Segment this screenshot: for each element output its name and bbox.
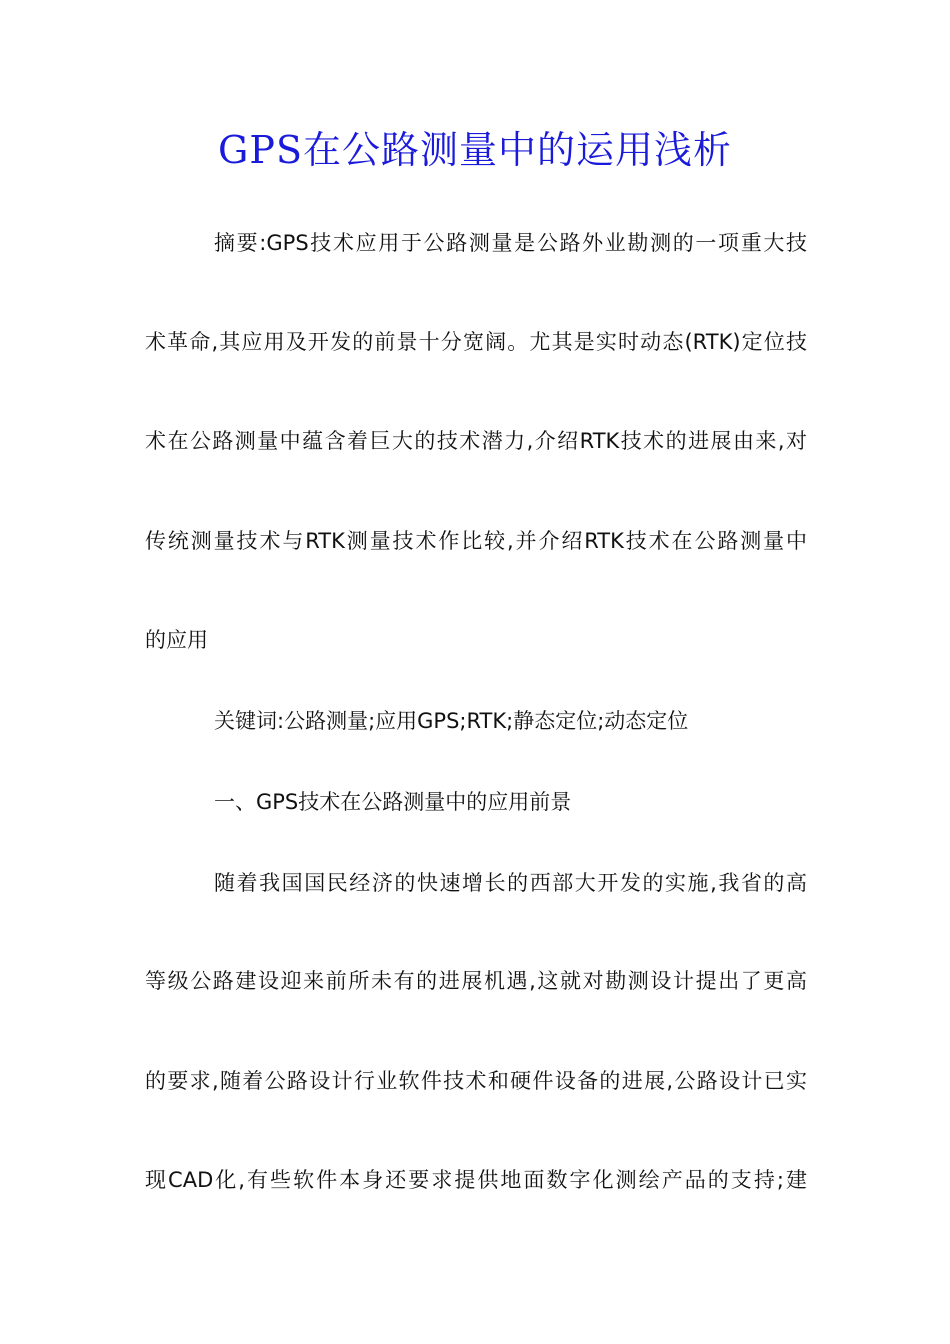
abstract-line-4: 传统测量技术与RTK测量技术作比较,并介绍RTK技术在公路测量中 — [145, 529, 807, 553]
keywords-line: 关键词:公路测量;应用GPS;RTK;静态定位;动态定位 — [214, 709, 689, 733]
document-title: GPS在公路测量中的运用浅析 — [218, 128, 732, 172]
abstract-line-1: 摘要:GPS技术应用于公路测量是公路外业勘测的一项重大技 — [214, 231, 807, 255]
abstract-line-5: 的应用 — [145, 628, 208, 652]
body-line-4: 现CAD化,有些软件本身还要求提供地面数字化测绘产品的支持;建 — [145, 1168, 807, 1192]
body-line-1: 随着我国国民经济的快速增长的西部大开发的实施,我省的高 — [214, 871, 807, 895]
body-line-2: 等级公路建设迎来前所未有的进展机遇,这就对勘测设计提出了更高 — [145, 969, 807, 993]
abstract-line-2: 术革命,其应用及开发的前景十分宽阔。尤其是实时动态(RTK)定位技 — [145, 330, 807, 354]
abstract-line-3: 术在公路测量中蕴含着巨大的技术潜力,介绍RTK技术的进展由来,对 — [145, 429, 807, 453]
section-heading: 一、GPS技术在公路测量中的应用前景 — [214, 790, 572, 814]
body-line-3: 的要求,随着公路设计行业软件技术和硬件设备的进展,公路设计已实 — [145, 1069, 807, 1093]
